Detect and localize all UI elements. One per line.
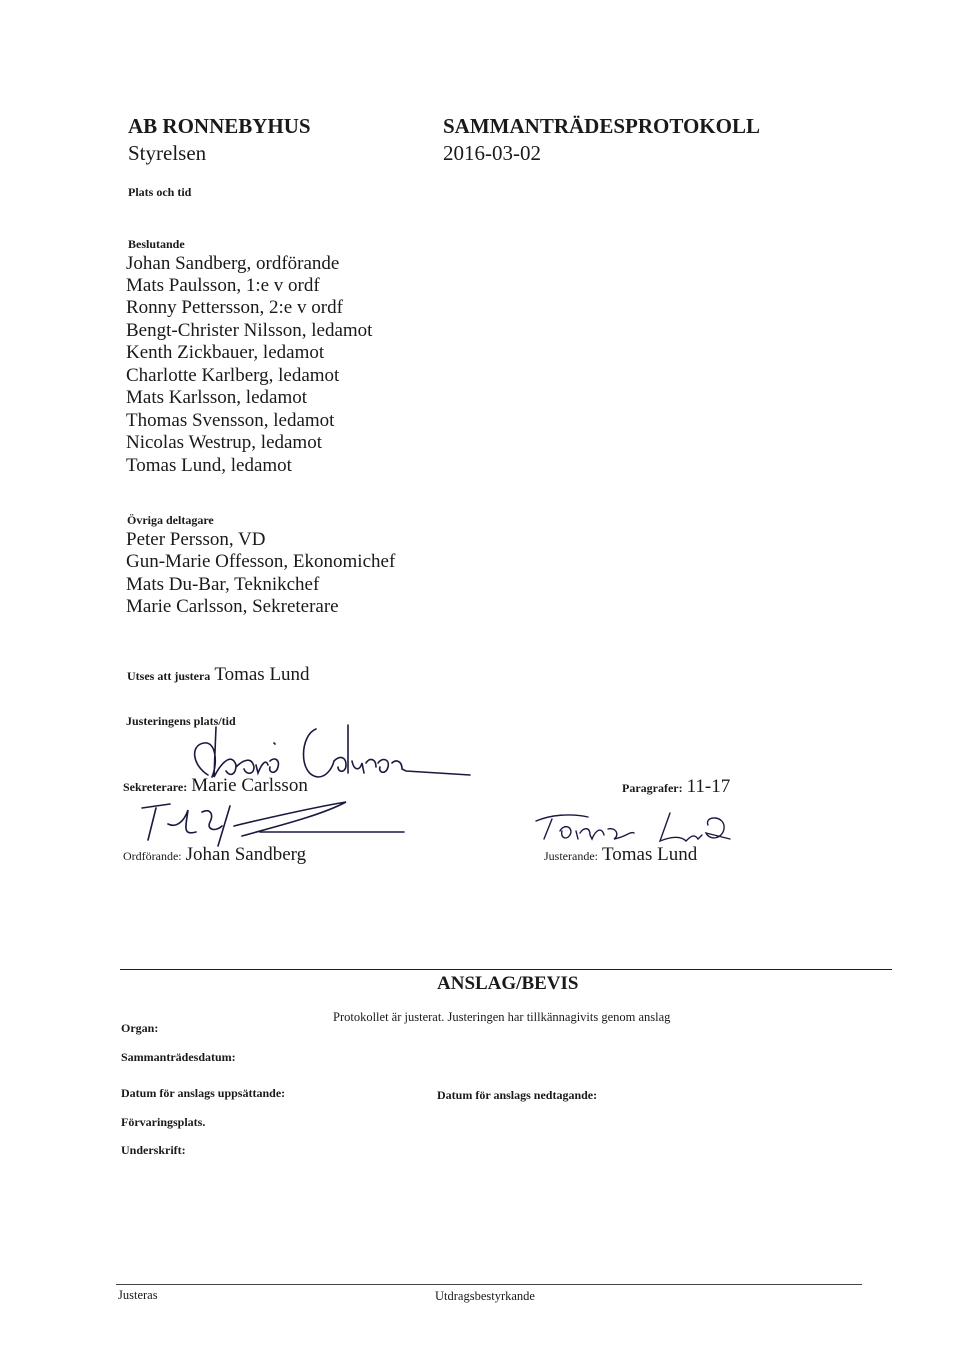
storage-label: Förvaringsplats. (121, 1115, 206, 1129)
list-item: Thomas Svensson, ledamot (126, 410, 335, 431)
adjuster-label: Utses att justera (127, 669, 211, 683)
adjuster-name: Tomas Lund (214, 664, 310, 685)
notice-statement: Protokollet är justerat. Justeringen har tillkännagivits genom anslag (333, 1010, 671, 1024)
list-item: Mats Du-Bar, Teknikchef (126, 574, 320, 595)
meeting-date-label: Sammanträdesdatum: (121, 1050, 236, 1064)
list-item: Tomas Lund, ledamot (126, 455, 292, 476)
document-type: SAMMANTRÄDESPROTOKOLL (443, 114, 760, 138)
meeting-date: 2016-03-02 (443, 141, 541, 165)
adjuster-row (127, 664, 310, 686)
secretary-name: Marie Carlsson (191, 775, 308, 796)
list-item: Charlotte Karlberg, ledamot (126, 365, 340, 386)
adjustment-place-label: Justeringens plats/tid (126, 714, 236, 728)
paragraphs-value: 11-17 (686, 776, 731, 797)
adjuster-sign-name: Tomas Lund (601, 844, 698, 865)
list-item: Mats Karlsson, ledamot (126, 387, 308, 408)
list-item: Peter Persson, VD (126, 529, 266, 550)
list-item: Johan Sandberg, ordförande (126, 253, 340, 274)
place-time-label: Plats och tid (128, 185, 192, 199)
list-item: Marie Carlsson, Sekreterare (126, 596, 339, 617)
footer-certified: Utdragsbestyrkande (435, 1289, 535, 1303)
list-item: Ronny Pettersson, 2:e v ordf (126, 297, 343, 318)
decision-makers-label: Beslutande (128, 237, 185, 251)
notice-title: ANSLAG/BEVIS (437, 973, 579, 994)
list-item: Bengt-Christer Nilsson, ledamot (126, 320, 373, 341)
footer-adjusted: Justeras (118, 1288, 158, 1302)
signature-label: Underskrift: (121, 1143, 186, 1157)
board-name: Styrelsen (128, 141, 207, 165)
other-participants-label: Övriga deltagare (127, 513, 214, 527)
organization-name: AB RONNEBYHUS (128, 114, 311, 138)
organ-label: Organ: (121, 1021, 159, 1035)
chair-name: Johan Sandberg (185, 844, 307, 865)
list-item: Gun-Marie Offesson, Ekonomichef (126, 551, 396, 572)
list-item: Kenth Zickbauer, ledamot (126, 342, 325, 363)
list-item: Nicolas Westrup, ledamot (126, 432, 322, 453)
paragraphs-row (622, 776, 730, 798)
secretary-row (123, 775, 308, 797)
chair-label: Ordförande: (123, 849, 182, 863)
posted-date-label: Datum för anslags uppsättande: (121, 1086, 286, 1100)
adjuster-signature-row (544, 844, 697, 866)
chair-row (123, 844, 306, 866)
secretary-label: Sekreterare: (123, 780, 188, 794)
removed-date-label: Datum för anslags nedtagande: (437, 1088, 598, 1102)
footer-divider (116, 1284, 862, 1285)
adjuster-sign-label: Justerande: (544, 849, 598, 863)
list-item: Mats Paulsson, 1:e v ordf (126, 275, 320, 296)
notice-divider (120, 969, 892, 970)
paragraphs-label: Paragrafer: (622, 781, 683, 795)
